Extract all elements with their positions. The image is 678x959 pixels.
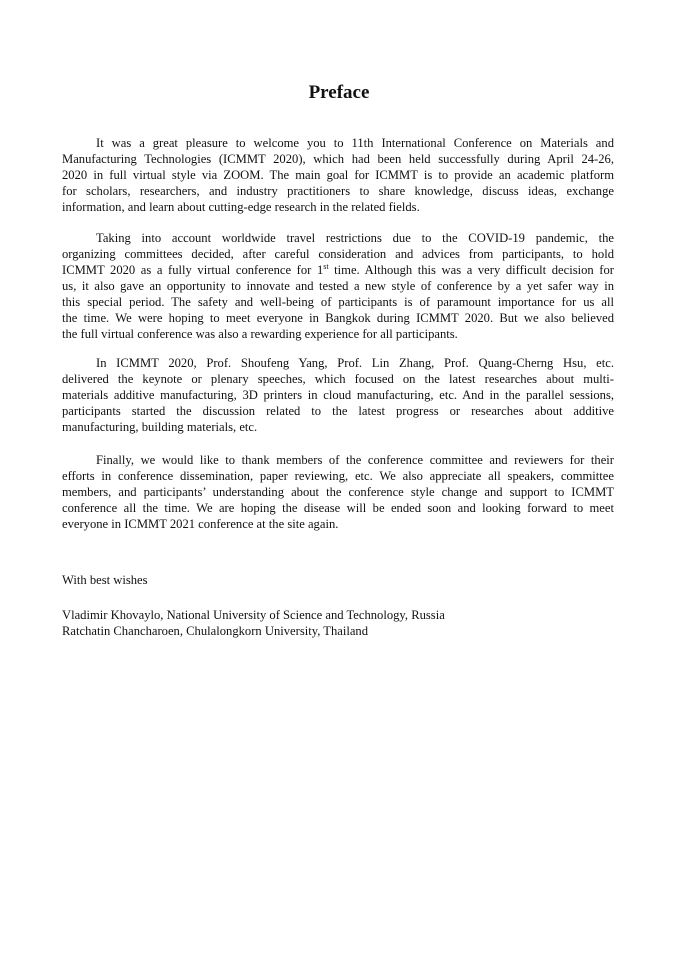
text-line: the full virtual conference was also a rewarding experience for all participants. (62, 327, 458, 341)
text-line: Finally, we would like to thank members of the conference committee and reviewers for their (96, 453, 614, 467)
text-line: this special period. The safety and well-being of participants is of paramount importance for us all (62, 295, 614, 309)
paragraph-virtual (62, 230, 614, 342)
text-line: 2020 in full virtual style via ZOOM. The main goal for ICMMT is to provide an academic platform (62, 168, 614, 182)
paragraph-keynotes (62, 355, 614, 435)
text-line: organizing committees decided, after careful consideration and advices from participants, to hold (62, 247, 614, 261)
text-line (62, 262, 614, 278)
text-line: Taking into account worldwide travel restrictions due to the COVID-19 pandemic, the (96, 231, 614, 245)
text-line: In ICMMT 2020, Prof. Shoufeng Yang, Prof. Lin Zhang, Prof. Quang-Cherng Hsu, etc. (96, 356, 614, 370)
text-line: the time. We were hoping to meet everyone in Bangkok during ICMMT 2020. But we also believed (62, 311, 614, 325)
text-line: for scholars, researchers, and industry practitioners to share knowledge, discuss ideas, exchange (62, 184, 614, 198)
closing: With best wishes (62, 573, 148, 587)
text-line: us, it also gave an opportunity to innovate and tested a new style of conference by a yet safer way in (62, 279, 614, 293)
paragraph-welcome (62, 135, 614, 215)
text-line: materials additive manufacturing, 3D printers in cloud manufacturing, etc. And in the parallel sessions, (62, 388, 614, 402)
text-segment: time. Although this was a very difficult decision for (328, 263, 614, 277)
text-line: information, and learn about cutting-edge research in the related fields. (62, 200, 420, 214)
page-title: Preface (308, 82, 370, 103)
signatory: Ratchatin Chancharoen, Chulalongkorn University, Thailand (62, 624, 369, 638)
text-line: It was a great pleasure to welcome you to 11th International Conference on Materials and (96, 136, 614, 150)
text-line: Manufacturing Technologies (ICMMT 2020), which had been held successfully during April 24-26, (62, 152, 614, 166)
paragraph-thanks (62, 452, 614, 532)
text-line: conference all the time. We are hoping the disease will be ended soon and looking forward to meet (62, 501, 614, 515)
text-segment: ICMMT 2020 as a fully virtual conference for 1 (62, 263, 324, 277)
text-line: manufacturing, building materials, etc. (62, 420, 258, 434)
text-line: everyone in ICMMT 2021 conference at the site again. (62, 517, 339, 531)
text-line: members, and participants’ understanding about the conference style change and support to ICMMT (62, 485, 614, 499)
text-line: participants started the discussion related to the latest progress or researches about additive (62, 404, 614, 418)
text-line: delivered the keynote or plenary speeches, which focused on the latest researches about multi- (62, 372, 614, 386)
text-line: efforts in conference dissemination, paper reviewing, etc. We also appreciate all speakers, committee (62, 469, 614, 483)
superscript: st (323, 262, 329, 271)
signatory: Vladimir Khovaylo, National University of Science and Technology, Russia (62, 608, 445, 622)
